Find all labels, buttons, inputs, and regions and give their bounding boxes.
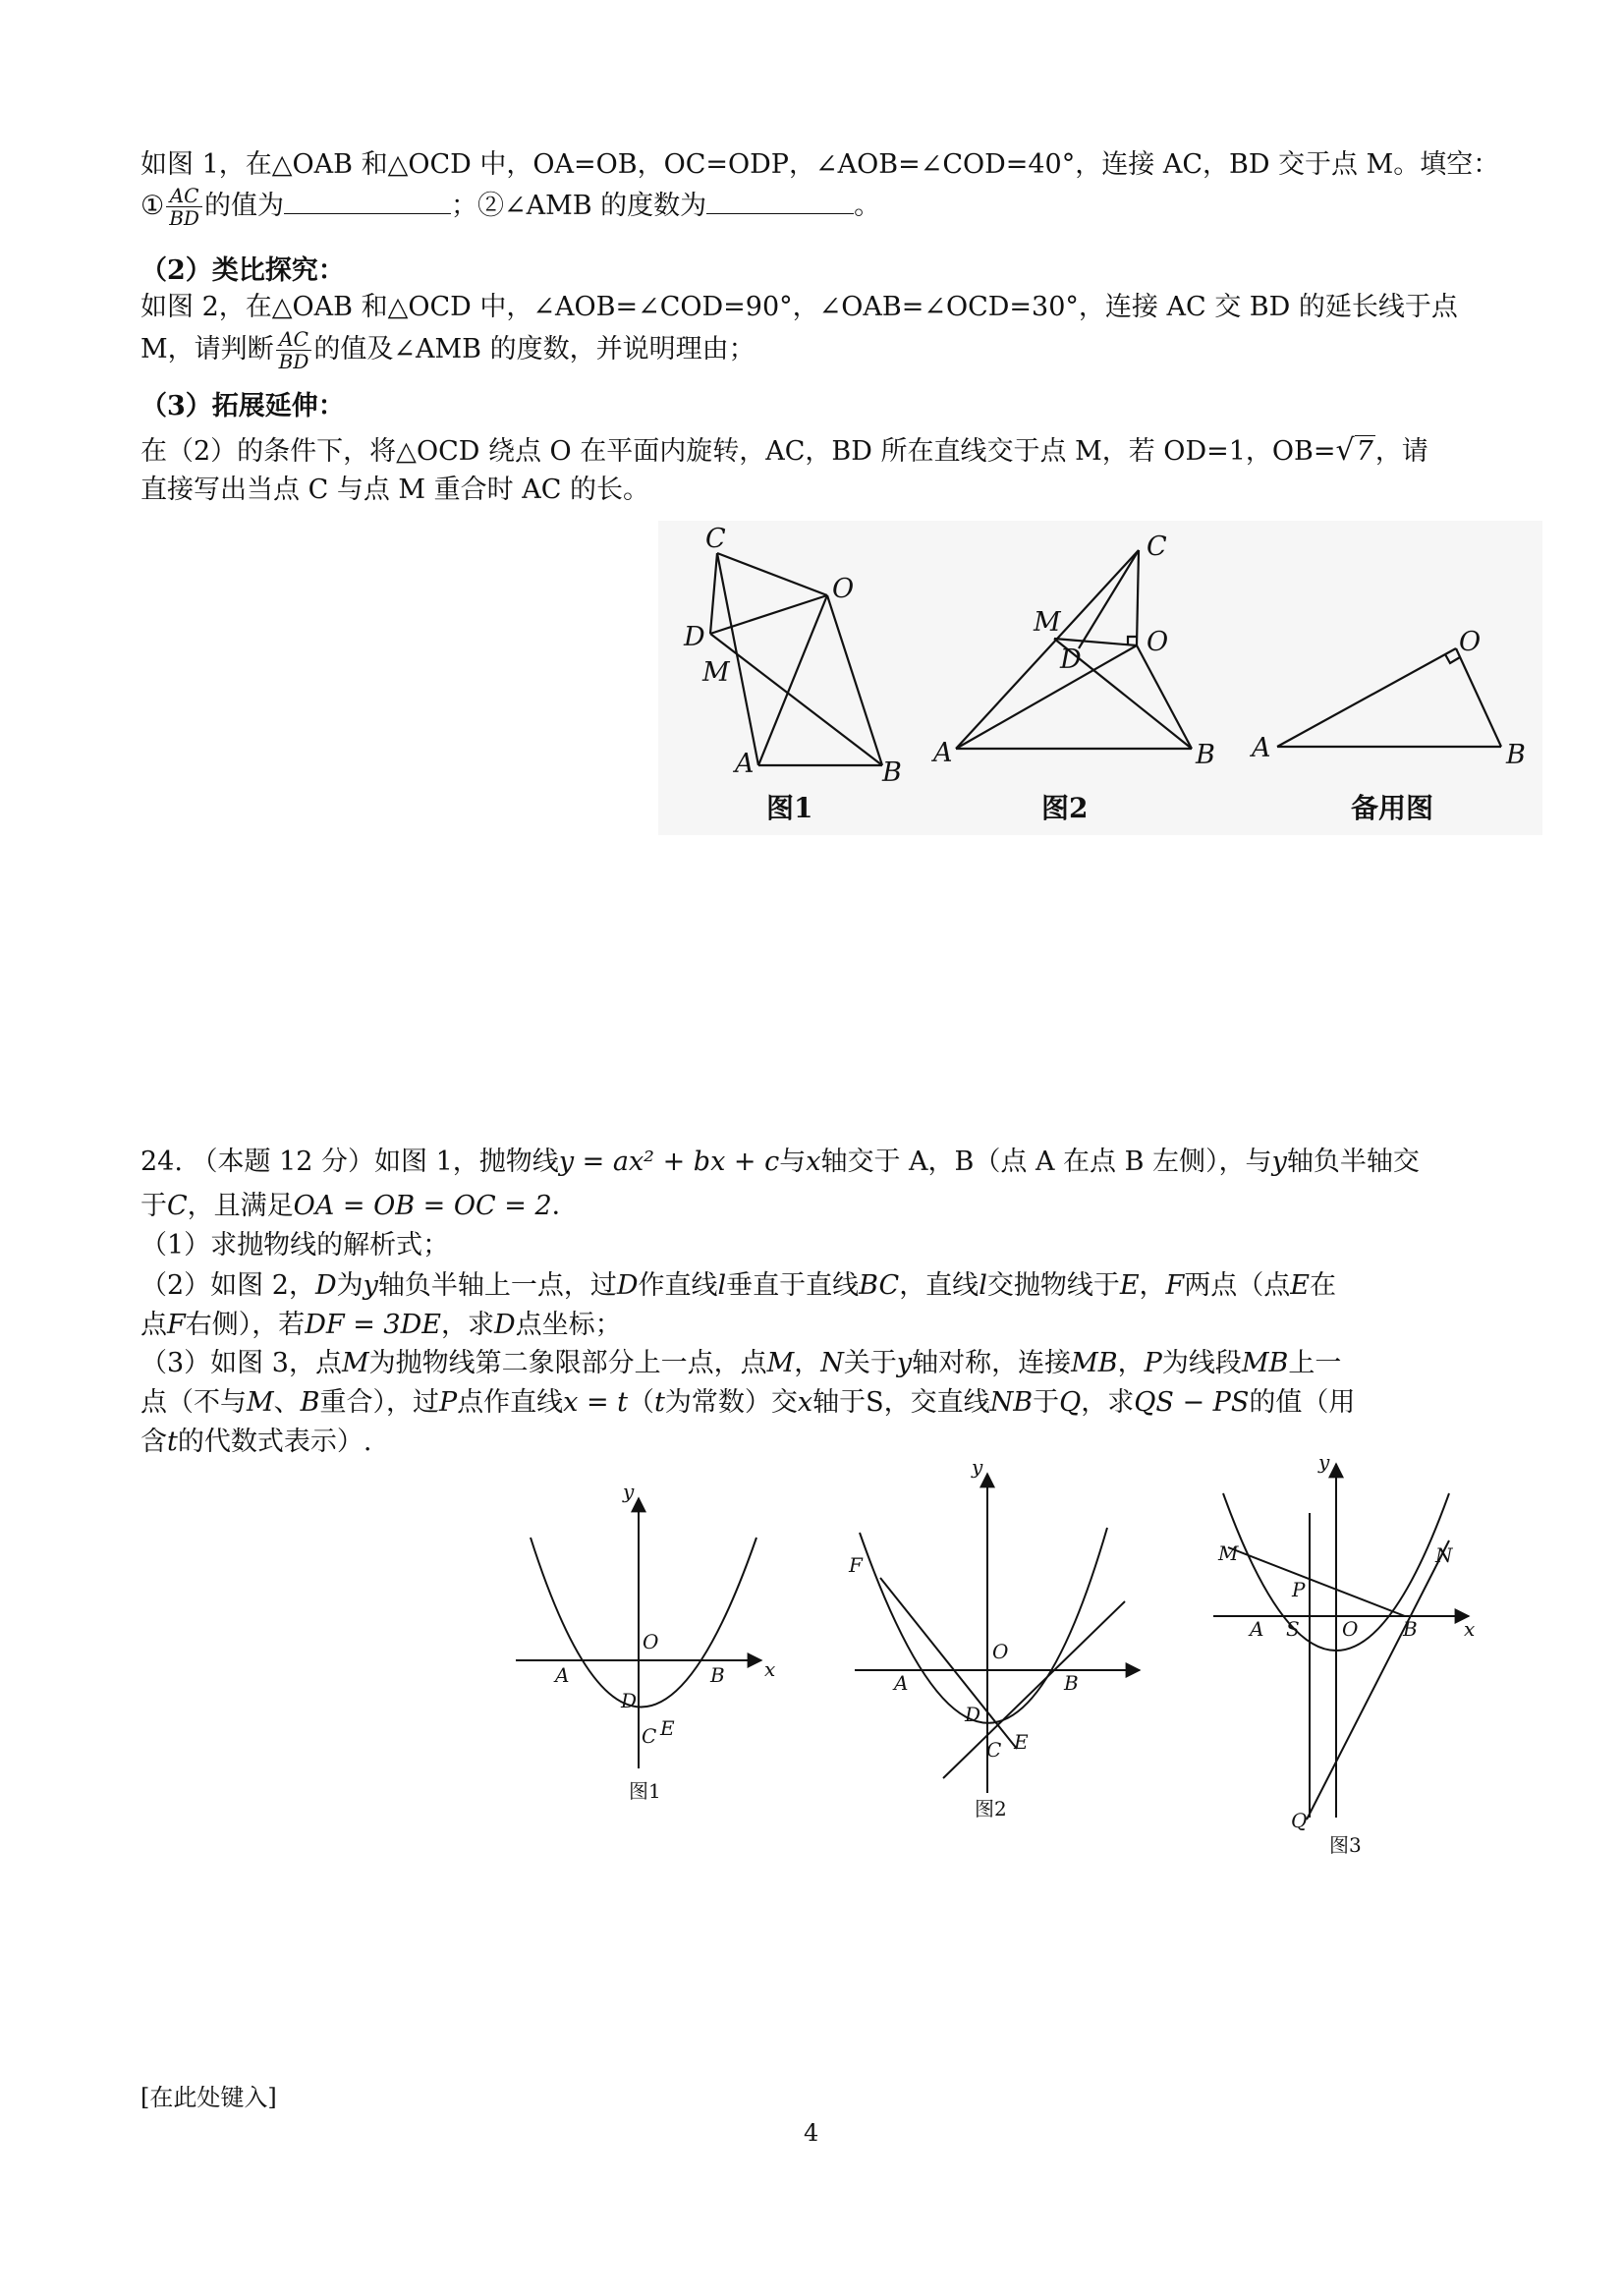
fig3-A-label: A [1250,1617,1264,1641]
p23-part3-heading: （3）拓展延伸： [140,391,345,421]
p24-q1: （1）求抛物线的解析式； [140,1230,450,1260]
p23-part2-heading: （2）类比探究： [140,255,345,286]
p24-figure-1 [516,1498,761,1768]
p24-figure-3 [1213,1464,1469,1820]
fig1-A-label: A [555,1663,570,1687]
p23-part3-line1: 在（2）的条件下，将△OCD 绕点 O 在平面内旋转，AC，BD 所在直线交于点 M，若 OD=1，OB=√7，请 [140,433,1428,468]
p24-figures [511,1454,1493,1867]
p23-part3-line2: 直接写出当点 C 与点 M 重合时 AC 的长。 [140,475,649,505]
fig3-label-B: B [1506,740,1526,770]
scan-background [658,521,1542,835]
p24-figures-svg [511,1454,1493,1867]
fig3-caption: 图3 [1329,1833,1362,1857]
fig3-N-label: N [1435,1543,1453,1567]
fig2-E-label: E [1014,1730,1029,1754]
fig1-E-label: E [660,1716,675,1740]
p23-figures [658,521,1542,835]
fig1-C-label: C [642,1724,657,1748]
fig2-label-M: M [1034,607,1061,638]
p24-q2-line2: 点F右侧），若DF = 3DE，求D点坐标； [140,1310,622,1340]
p23-part2-line1: 如图 2，在△OAB 和△OCD 中，∠AOB=∠COD=90°，∠OAB=∠OCD=30°，连接 AC 交 BD 的延长线于点 [140,292,1458,322]
fig1-caption: 图1 [629,1779,661,1803]
answer-blank-2[interactable] [706,190,854,214]
p23-figures-svg [658,521,1542,835]
p24-q3-line1: （3）如图 3，点M为抛物线第二象限部分上一点，点M，N关于y轴对称，连接MB，P为线段MB上一 [140,1348,1342,1378]
p23-line2: ① $\frac{AC}{BD}$ 的值为 ；②∠AMB 的度数为 。 [140,184,881,230]
fig3-x-label: x [1464,1617,1476,1641]
p24-line1: 24. （本题 12 分）如图 1，抛物线y = ax² + bx + c与x轴交于 A，B（点 A 在点 B 左侧），与y轴负半轴交 [140,1147,1420,1177]
fig2-C-label: C [986,1738,1002,1762]
fig2-A-label: A [894,1671,909,1695]
fig2-label-A: A [933,738,953,768]
fig2-label-O: O [1147,627,1169,657]
fig3-Q-label: Q [1291,1809,1308,1832]
fig1-O-label: O [643,1630,659,1653]
fig3-y-label: y [1318,1454,1330,1474]
fig2-D-label: D [965,1703,981,1726]
p24-line2: 于C，且满足OA = OB = OC = 2． [140,1191,579,1221]
fig1-caption: 图1 [766,792,813,824]
fig3-label-O: O [1459,627,1482,657]
p24-q3-line3: 含t的代数式表示）. [140,1427,372,1457]
fig1-label-D: D [684,622,705,652]
fig2-O-label: O [992,1640,1009,1663]
sqrt-symbol: √ [1335,433,1355,468]
fig3-label-A: A [1252,733,1271,763]
fig2-caption: 图2 [1041,792,1089,824]
fig2-y-label: y [972,1455,983,1479]
answer-blank-1[interactable] [284,190,451,214]
p23-line1: 如图 1，在△OAB 和△OCD 中，OA=OB，OC=ODP，∠AOB=∠COD=40°，连接 AC，BD 交于点 M。填空： [140,149,1500,180]
fig3-P-label: P [1292,1578,1306,1601]
fig1-y-label: y [623,1480,635,1503]
fig2-B-label: B [1064,1671,1079,1695]
fig3-S-label: S [1286,1617,1300,1641]
fig1-label-B: B [882,757,902,788]
fig3-M-label: M [1218,1541,1239,1565]
p24-q3-line2: 点（不与M、B重合），过P点作直线x = t（t为常数）交x轴于S，交直线NB于Q，求QS − PS的值（用 [140,1387,1356,1418]
fig2-label-C: C [1147,532,1167,562]
fig1-x-label: x [764,1657,776,1681]
fig2-label-B: B [1196,740,1215,770]
fraction-ac-bd: $\frac{AC}{BD}$ [166,185,202,229]
fig1-label-A: A [735,749,755,779]
fig1-label-C: C [705,524,726,554]
fig1-label-O: O [832,574,855,604]
p24-q2-line1: （2）如图 2，D为y轴负半轴上一点，过D作直线l垂直于直线BC，直线l交抛物线于E，F两点（点E在 [140,1270,1336,1301]
fig1-B-label: B [710,1663,725,1687]
page-number: 4 [804,2119,819,2147]
fraction-ac-bd-2: $\frac{AC}{BD}$ [276,328,312,372]
fig1-D-label: D [621,1689,638,1712]
fig2-label-D: D [1060,644,1082,675]
fig3-B-label: B [1403,1617,1418,1641]
fig1-label-M: M [702,657,730,688]
p23-part2-line2: M，请判断 $\frac{AC}{BD}$ 的值及∠AMB 的度数，并说明理由； [140,327,756,373]
footer-placeholder[interactable]: [在此处键入] [140,2084,277,2111]
fig3-caption: 备用图 [1351,792,1434,824]
fig2-F-label: F [849,1553,863,1577]
fig2-caption: 图2 [975,1797,1007,1820]
fig3-O-label: O [1342,1617,1359,1641]
